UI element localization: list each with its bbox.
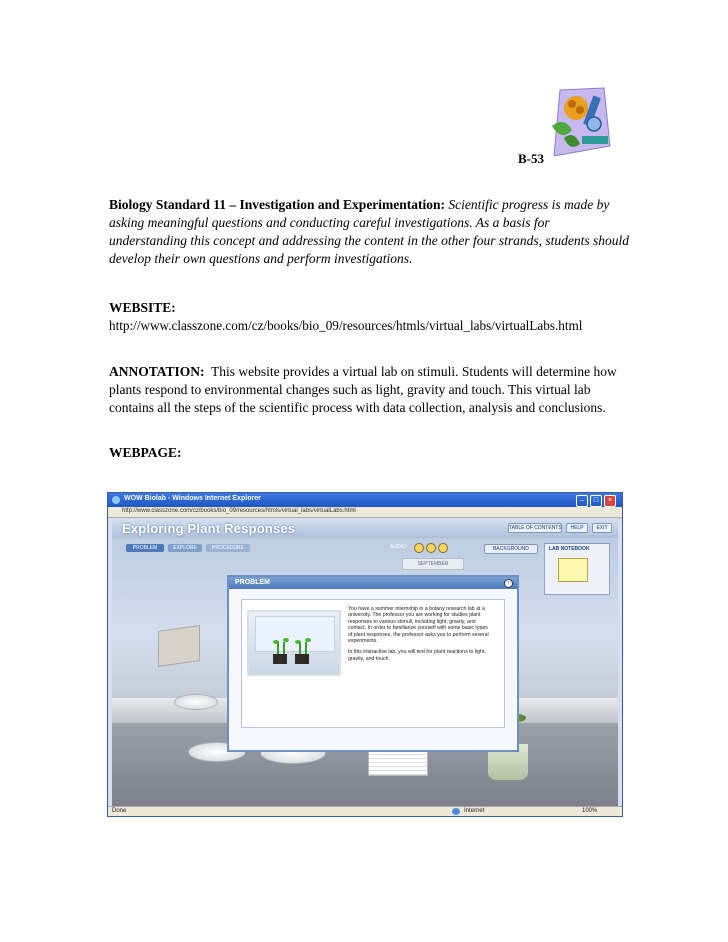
internet-explorer-icon	[112, 496, 120, 504]
annotation-text: This website provides a virtual lab on stimuli. Students will determine how plants respond to environmental changes such as light, gravity and touch. This virtual lab contains all the steps of the scientific process with data collection, analysis and conclusions.	[109, 364, 617, 415]
window-title: WOW Biolab - Windows Internet Explorer	[124, 495, 261, 502]
leaf-icon	[273, 640, 279, 644]
standard-paragraph	[109, 196, 629, 268]
notepad-icon[interactable]	[558, 558, 588, 582]
virtual-lab-app	[112, 518, 618, 806]
pot-icon	[273, 654, 287, 664]
stop-icon[interactable]	[438, 543, 448, 553]
address-bar[interactable]	[108, 507, 622, 518]
app-header	[112, 518, 618, 538]
problem-paragraph: You have a summer internship in a botany research lab at a university. The professor you are working for studies plant responses to various stimuli, including light, gravity, and contact. In order to familiarize yourself with some basic types of plant responses, the professor asks you to perform several experiments.	[348, 606, 489, 645]
help-button[interactable]: HELP	[566, 523, 588, 533]
zoom-level[interactable]: 100%	[582, 808, 598, 814]
biology-clipart-icon	[546, 86, 612, 160]
leaf-icon	[295, 640, 301, 644]
sprout-icon	[283, 642, 285, 654]
pause-icon[interactable]	[414, 543, 424, 553]
exit-button[interactable]: EXIT	[592, 523, 612, 533]
status-text: Done	[112, 808, 127, 814]
app-title: Exploring Plant Responses	[122, 521, 296, 536]
problem-panel	[227, 575, 519, 752]
lab-notebook-label: LAB NOTEBOOK	[549, 546, 590, 552]
close-icon[interactable]: ×	[604, 495, 616, 507]
problem-paragraph: In this interactive lab, you will test for plant reactions to light, gravity, and touch.	[348, 649, 486, 662]
minimize-icon[interactable]: –	[576, 495, 588, 507]
address-url[interactable]: http://www.classzone.com/cz/books/bio_09/resources/htmls/virtual_labs/virtualLabs.html	[122, 508, 356, 514]
window-titlebar	[108, 493, 622, 507]
website-heading: WEBSITE:	[109, 300, 176, 315]
table-of-contents-button[interactable]: TABLE OF CONTENTS	[509, 525, 562, 531]
calendar-month: SEPTEMBER	[402, 558, 464, 570]
standard-title: Biology Standard 11 – Investigation and Experimentation:	[109, 197, 446, 212]
annotation-paragraph	[109, 363, 629, 417]
seedlings-photo	[247, 610, 341, 676]
problem-text	[348, 606, 493, 667]
tab-problem[interactable]: PROBLEM	[126, 544, 164, 552]
play-icon[interactable]	[426, 543, 436, 553]
maximize-icon[interactable]: □	[590, 495, 602, 507]
background-button[interactable]: BACKGROUND	[484, 544, 538, 554]
lab-notebook[interactable]	[544, 543, 610, 595]
cardboard-box[interactable]	[158, 625, 200, 667]
webpage-heading: WEBPAGE:	[109, 445, 182, 460]
sprout-icon	[305, 642, 307, 654]
close-problem-icon[interactable]: ›	[504, 579, 513, 588]
problem-title: PROBLEM	[235, 579, 270, 586]
petri-dish[interactable]	[174, 694, 218, 710]
webpage-screenshot	[107, 492, 623, 817]
tab-procedure[interactable]: PROCEDURE	[206, 544, 250, 552]
leaf-icon	[283, 638, 289, 642]
window-icon	[255, 616, 335, 652]
pot-icon	[295, 654, 309, 664]
standard-text: Scientific progress is made by asking meaningful questions and conducting careful investigations. As a basis for understanding this concept and addressing the content in the other four strands, students should develop their own questions and perform investigations.	[109, 197, 629, 266]
security-zone: Internet	[464, 808, 485, 814]
status-bar	[108, 806, 622, 817]
audio-label: AUDIO:	[390, 544, 408, 550]
problem-content	[241, 599, 505, 728]
leaf-icon	[305, 638, 311, 642]
problem-header	[229, 577, 517, 589]
tab-explore[interactable]: EXPLORE	[168, 544, 202, 552]
paper-stack[interactable]	[368, 750, 428, 776]
website-url: http://www.classzone.com/cz/books/bio_09/resources/htmls/virtual_labs/virtualLabs.html	[109, 318, 583, 333]
annotation-heading: ANNOTATION:	[109, 364, 205, 379]
page-code: B-53	[518, 151, 544, 166]
globe-icon	[452, 808, 460, 815]
